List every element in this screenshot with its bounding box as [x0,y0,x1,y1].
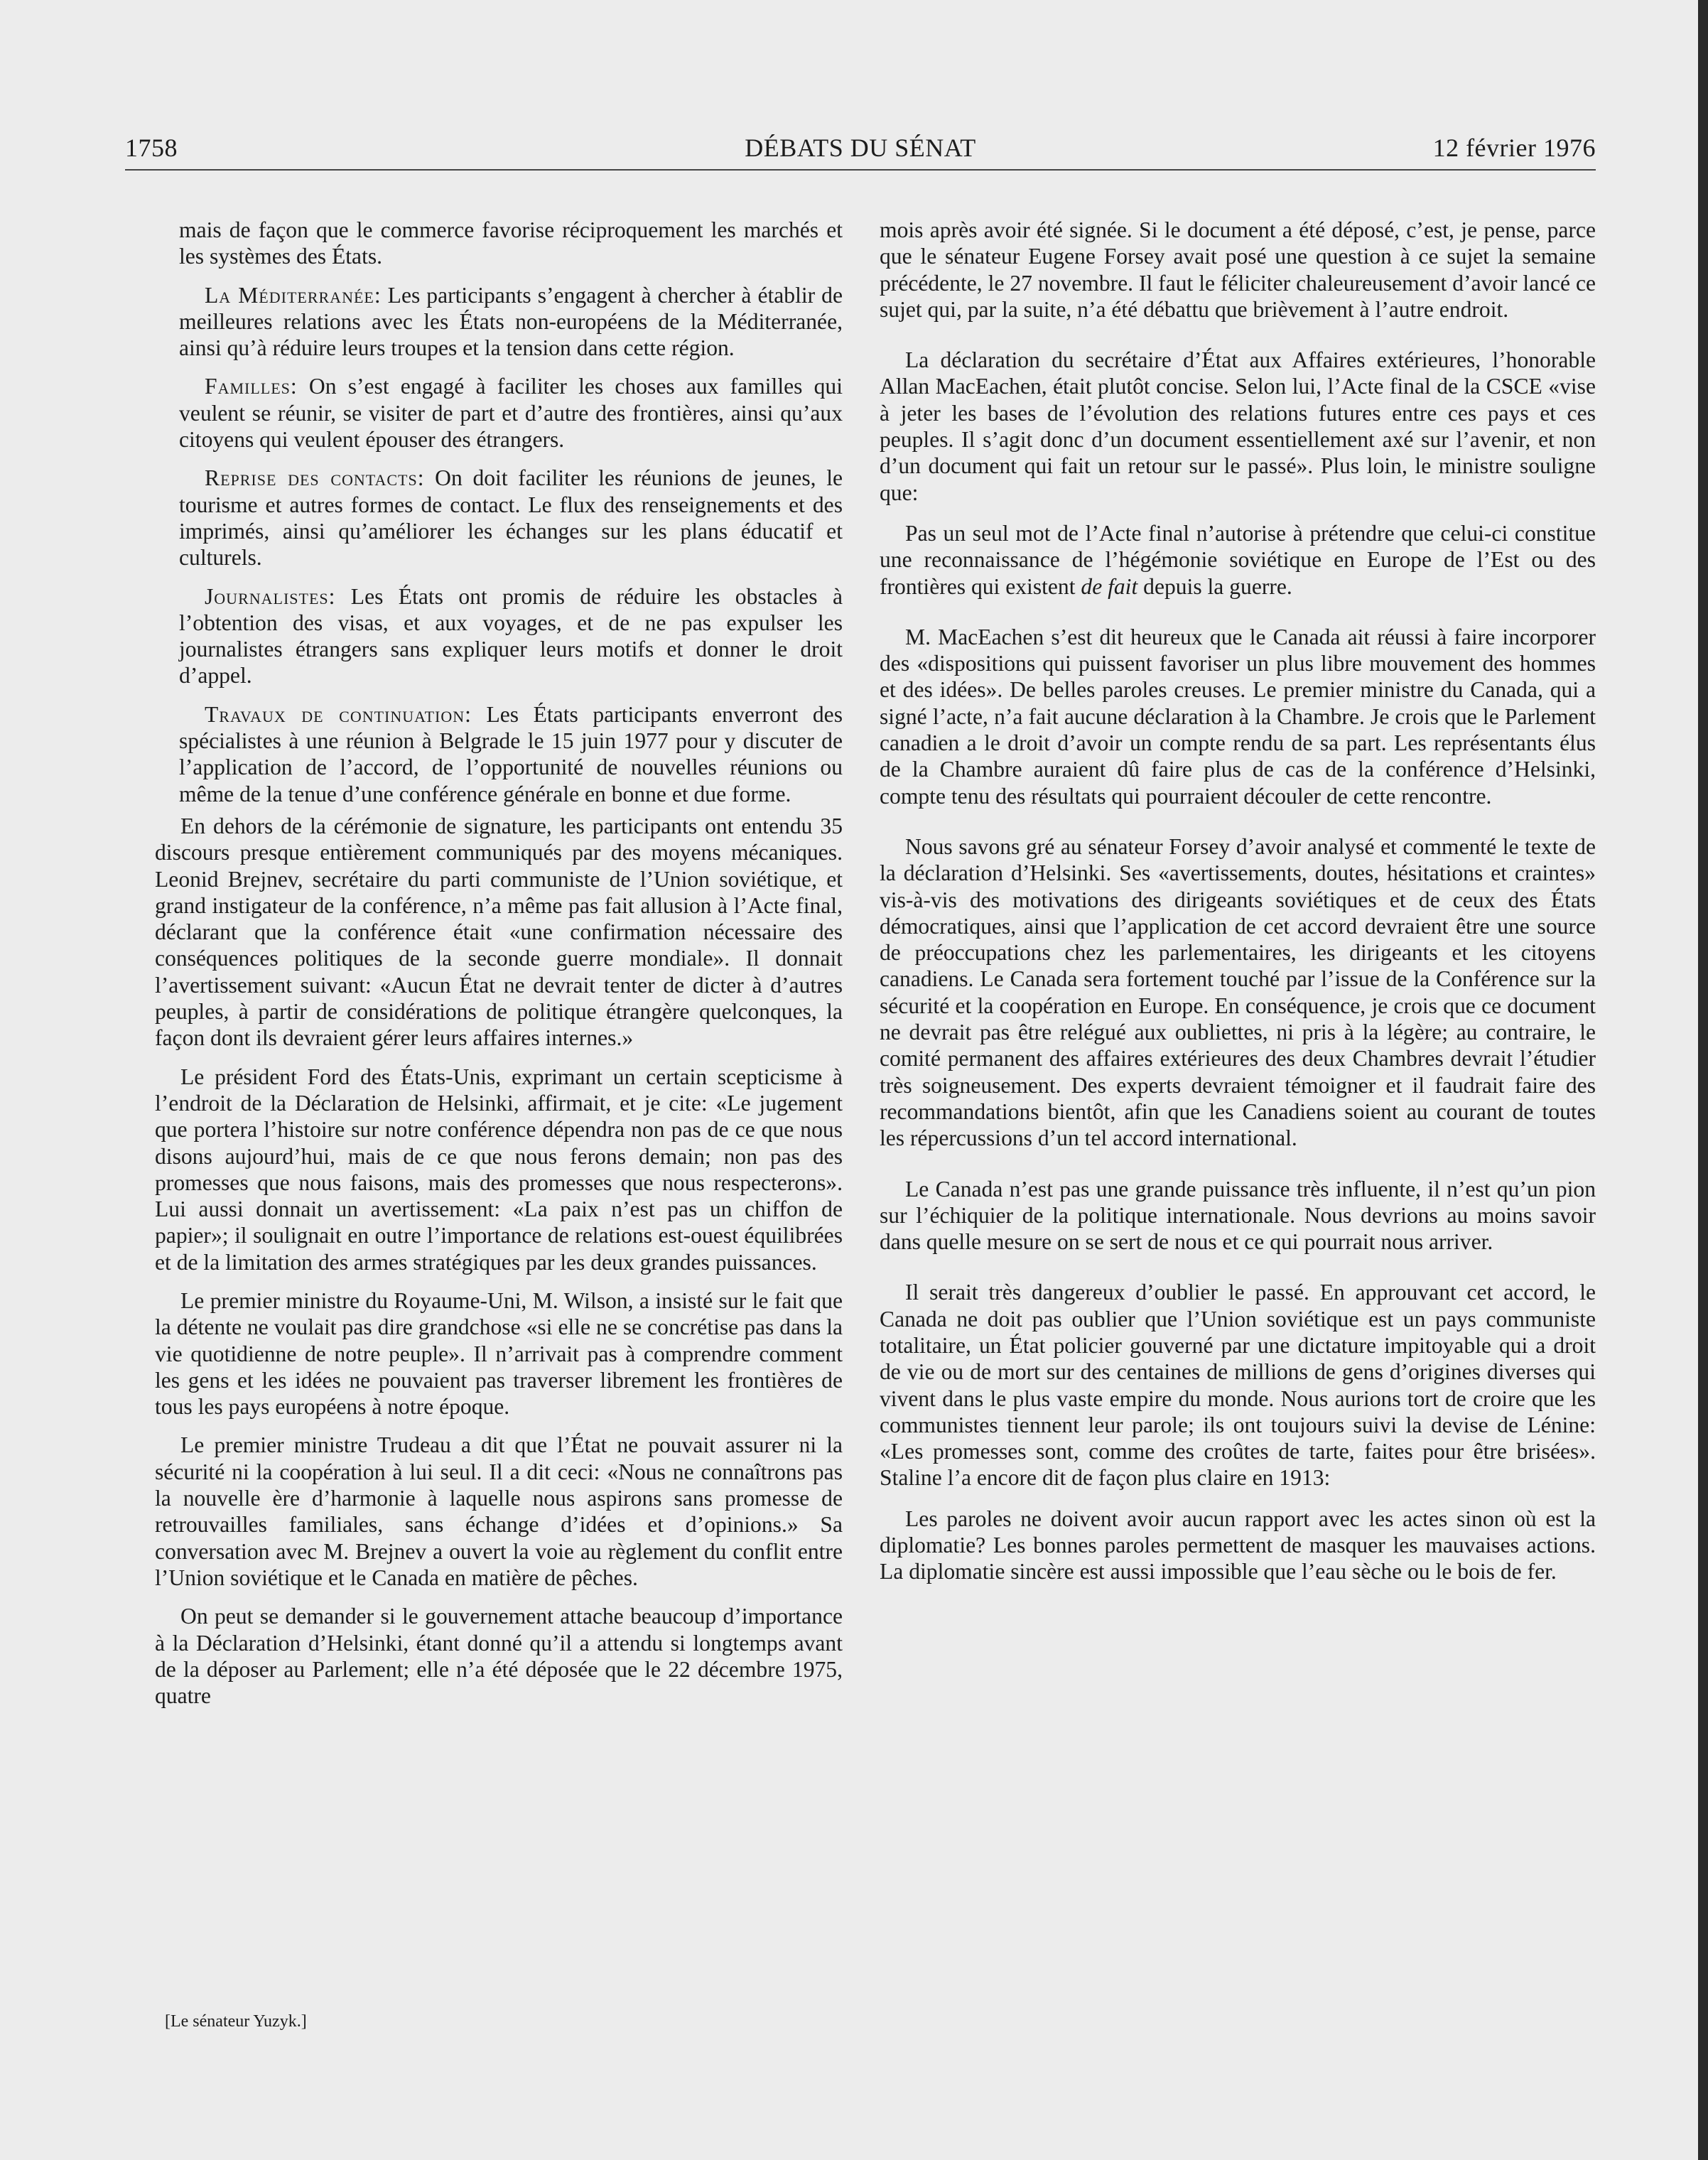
block-quote: Les paroles ne doivent avoir aucun rapport avec les actes sinon où est la diplomatie? Les bonnes paroles permettent de masquer les mauvaises actions. La diplomatie sincère est aussi impossible que l’eau sèche ou le bois de fer. [880,1506,1596,1584]
paragraph: En dehors de la cérémonie de signature, les participants ont entendu 35 discours presque entièrement communiqués par des moyens mécaniques. Leonid Brejnev, secrétaire du parti communiste de l’Union soviétique, et grand instigateur de la conférence, n’a même pas fait allusion à l’Acte final, déclarant que la conférence était «une confirmation nécessaire des conséquences politiques de la seconde guerre mondiale». Il donnait l’avertissement suivant: «Aucun État ne devrait tenter de dicter à d’autres peuples, à partir de considérations de politique étrangère quelconques, la façon dont ils devraient gérer leurs affaires internes.» [155,813,843,1051]
left-column [155,217,843,1721]
list-item [179,373,843,453]
item-heading: Familles: [205,374,298,399]
paragraph: On peut se demander si le gouvernement attache beaucoup d’importance à la Déclaration d’Helsinki, étant donné qu’il a attendu si longtemps avant de la déposer au Parlement; elle n’a été déposée que le 22 décembre 1975, quatre [155,1604,843,1709]
paragraph: mais de façon que le commerce favorise réciproquement les marchés et les systèmes des États. [179,217,843,269]
list-item [179,583,843,689]
paragraph: Le Canada n’est pas une grande puissance très influente, il n’est qu’un pion sur l’échiquier de la politique internationale. Nous devrions au moins savoir dans quelle mesure on se sert de nous et ce qui pourrait nous arriver. [880,1176,1596,1255]
speaker-note: [Le sénateur Yuzyk.] [165,2012,307,2031]
item-text: Les États ont promis de réduire les obstacles à l’obtention des visas, et aux voyages, et de ne pas expulser les journalistes étrangers sans expliquer leurs motifs et donner le droit d’appel. [179,583,843,688]
item-heading: Journalistes: [205,583,336,609]
emphasis: de fait [1081,573,1138,599]
paragraph: Le premier ministre Trudeau a dit que l’État ne pouvait assurer ni la sécurité ni la coopération à lui seul. Il a dit ceci: «Nous ne connaîtrons pas la nouvelle ère d’harmonie à laquelle nous aspirons sans promesse de retrouvailles familiales, sans échange d’idées et d’opinions.» Sa conversation avec M. Brejnev a ouvert la voie au règlement du conflit entre l’Union soviétique et le Canada en matière de pêches. [155,1432,843,1590]
list-item [179,701,843,807]
paragraph: M. MacEachen s’est dit heureux que le Canada ait réussi à faire incorporer des «dispositions qui puissent favoriser un plus libre mouvement des hommes et des idées». De belles paroles creuses. Le premier ministre du Canada, qui a signé l’acte, n’a fait aucune déclaration à la Chambre. Je crois que le Parlement canadien a le droit d’avoir un compte rendu de sa part. Les représentants élus de la Chambre auraient dû faire plus de cas de la conférence d’Helsinki, compte tenu des résultats qui pourraient découler de cette rencontre. [880,624,1596,809]
item-heading: La Méditerranée: [205,282,382,308]
item-text: Les États participants enverront des spécialistes à une réunion à Belgrade le 15 juin 1977 pour y discuter de l’application de l’accord, de l’opportunité de nouvelles réunions ou même de la tenue d’une conférence générale en bonne et due forme. [179,701,843,806]
item-heading: Reprise des contacts: [205,465,425,491]
paragraph: La déclaration du secrétaire d’État aux Affaires extérieures, l’honorable Allan MacEachen, était plutôt concise. Selon lui, l’Acte final de la CSCE «vise à jeter les bases de l’évolution des relations futures entre ces pays et ces peuples. Il s’agit donc d’un document essentiellement axé sur l’avenir, et non d’un document qui fait un retour sur le passé». Plus loin, le ministre souligne que: [880,347,1596,505]
item-text: On s’est engagé à faciliter les choses aux familles qui veulent se réunir, se visiter de part et d’autre des frontières, ainsi qu’aux citoyens qui veulent épouser des étrangers. [179,374,843,453]
list-item [179,465,843,571]
right-column [880,217,1596,1609]
paragraph: Il serait très dangereux d’oublier le passé. En approuvant cet accord, le Canada ne doit pas oublier que l’Union soviétique est un pays communiste totalitaire, un État policier gouverné par une dictature impitoyable qui a droit de vie ou de mort sur des centaines de millions de gens d’origines diverses qui vivent dans le plus vaste empire du monde. Nous aurions tort de croire que les communistes tiennent leur parole; ils ont toujours suivi la devise de Lénine: «Les promesses sont, comme des croûtes de tarte, faites pour être brisées». Staline l’a encore dit de façon plus claire en 1913: [880,1280,1596,1491]
paragraph: Nous savons gré au sénateur Forsey d’avoir analysé et commenté le texte de la déclaration d’Helsinki. Ses «avertissements, doutes, hésitations et craintes» vis-à-vis des motivations des dirigeants soviétiques et de ceux des États démocratiques, ainsi que l’application de cet accord devraient être une source de préoccupations chez les parlementaires, les dirigeants et les citoyens canadiens. Le Canada sera fortement touché par l’issue de la Conférence sur la sécurité et la coopération en Europe. En conséquence, je crois que ce document ne devrait pas être relégué aux oubliettes, ni pris à la légère; au contraire, le comité permanent des affaires extérieures des deux Chambres devrait l’étudier très soigneusement. Des experts devraient témoigner et il faudrait faire des recommandations bientôt, afin que les Canadiens soient au courant de toutes les répercussions d’un tel accord international. [880,833,1596,1151]
scan-edge [1698,0,1708,2160]
running-title: DÉBATS DU SÉNAT [745,134,976,162]
block-quote: Pas un seul mot de l’Acte final n’autorise à prétendre que celui-ci constitue une reconnaissance de l’hégémonie soviétique en Europe de l’Est ou des frontières qui existent de fait depuis la guerre. [880,520,1596,599]
item-text: Les participants s’engagent à chercher à établir de meilleures relations avec les États non-européens de la Méditerranée, ainsi qu’à réduire leurs troupes et la tension dans cette région. [179,282,843,361]
item-heading: Travaux de continuation: [205,701,472,727]
page-date: 12 février 1976 [1432,134,1596,162]
paragraph: Le président Ford des États-Unis, exprimant un certain scepticisme à l’endroit de la Déclaration de Helsinki, affirmait, et je cite: «Le jugement que portera l’histoire sur notre conférence dépendra non pas de ce que nous disons aujourd’hui, mais de ce que nous ferons demain; non pas des promesses que nous faisons, mais des promesses que nous respecterons». Lui aussi donnait un avertissement: «La paix n’est pas un chiffon de papier»; il soulignait en outre l’importance de relations est-ouest équilibrées et de la limitation des armes stratégiques par les deux grandes puissances. [155,1064,843,1275]
paragraph: Le premier ministre du Royaume-Uni, M. Wilson, a insisté sur le fait que la détente ne voulait pas dire grandchose «si elle ne se concrétise pas dans la vie quotidienne de notre peuple». Il n’arrivait pas à comprendre comment les gens et les idées ne pouvaient pas traverser librement les frontières de tous les pays européens à notre époque. [155,1287,843,1420]
page-header [125,132,1596,171]
list-item [179,282,843,362]
page-number: 1758 [125,134,178,162]
paragraph: mois après avoir été signée. Si le document a été déposé, c’est, je pense, parce que le sénateur Eugene Forsey avait posé une question à ce sujet la semaine précédente, le 27 novembre. Il faut le féliciter chaleureusement d’avoir lancé ce sujet qui, par la suite, n’a été débattu que brièvement à l’autre endroit. [880,217,1596,322]
item-text: On doit faciliter les réunions de jeunes, le tourisme et autres formes de contact. Le flux des renseignements et des imprimés, ainsi qu’améliorer les échanges sur les plans éducatif et culturels. [179,465,843,571]
